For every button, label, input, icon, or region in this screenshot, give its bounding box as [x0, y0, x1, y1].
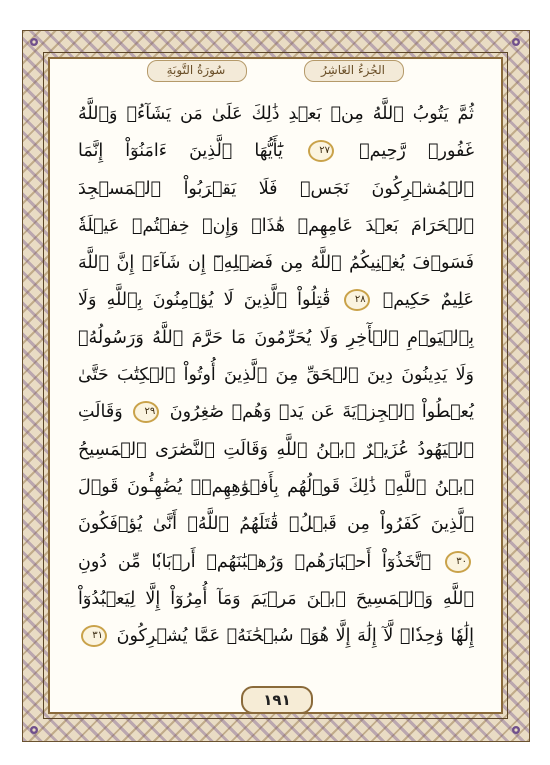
- corner-flower-icon: [509, 35, 523, 49]
- verse-text: قَٰتِلُواْ ٱلَّذِينَ لَا يُؤۡمِنُونَ بِٱللَّهِ وَلَا بِٱلۡيَوۡمِ ٱلۡأٓخِرِ وَلَا يُحَرِّمُونَ مَا حَرَّمَ ٱللَّهُ وَرَسُولُهُۥ وَلَا يَدِينُونَ دِينَ ٱلۡحَقِّ مِنَ ٱلَّذِينَ أُوتُواْ ٱلۡكِتَٰبَ حَتَّىٰ يُعۡطُواْ ٱلۡجِزۡيَةَ عَن يَدٖ وَهُمۡ صَٰغِرُونَ: [78, 290, 474, 423]
- verses-block: [78, 96, 474, 655]
- juz-title: الجُزءُ العَاشِرُ: [321, 63, 385, 77]
- surah-title: سُورَةُ التَّوبَةِ: [166, 63, 226, 77]
- ayah-number-marker: ٢٨: [344, 289, 370, 311]
- verse-text: ٱتَّخَذُوٓاْ أَحۡبَارَهُمۡ وَرُهۡبَٰنَهُمۡ أَرۡبَابٗا مِّن دُونِ ٱللَّهِ وَٱلۡمَسِيحَ ٱبۡنَ مَرۡيَمَ وَمَآ أُمِرُوٓاْ إِلَّا لِيَعۡبُدُوٓاْ إِلَٰهٗا وَٰحِدٗاۖ لَّآ إِلَٰهَ إِلَّا هُوَۚ سُبۡحَٰنَهُۥ عَمَّا يُشۡرِكُونَ: [78, 551, 474, 647]
- corner-flower-icon: [509, 723, 523, 737]
- corner-flower-icon: [27, 723, 41, 737]
- verse-text: ثُمَّ يَتُوبُ ٱللَّهُ مِنۢ بَعۡدِ ذَٰلِكَ عَلَىٰ مَن يَشَآءُۗ وَٱللَّهُ غَفُورٞ رَّحِيمٞ: [78, 104, 474, 162]
- ayah-number-marker: ٣٠: [445, 551, 471, 573]
- corner-flower-icon: [27, 35, 41, 49]
- ayah-number-marker: ٢٩: [133, 401, 159, 423]
- ayah-number-marker: ٣١: [81, 625, 107, 647]
- ayah-number-marker: ٢٧: [308, 140, 334, 162]
- verse-text: وَقَالَتِ ٱلۡيَهُودُ عُزَيۡرٌ ٱبۡنُ ٱللَّهِ وَقَالَتِ ٱلنَّصَٰرَى ٱلۡمَسِيحُ ٱبۡنُ ٱللَّهِۖ ذَٰلِكَ قَوۡلُهُم بِأَفۡوَٰهِهِمۡۖ يُضَٰهِـُٔونَ قَوۡلَ ٱلَّذِينَ كَفَرُواْ مِن قَبۡلُۚ قَٰتَلَهُمُ ٱللَّهُۖ أَنَّىٰ يُؤۡفَكُونَ: [78, 402, 474, 535]
- verse-text: يَٰٓأَيُّهَا ٱلَّذِينَ ءَامَنُوٓاْ إِنَّمَا ٱلۡمُشۡرِكُونَ نَجَسٞ فَلَا يَقۡرَبُواْ ٱلۡمَسۡجِدَ ٱلۡحَرَامَ بَعۡدَ عَامِهِمۡ هَٰذَاۚ وَإِنۡ خِفۡتُمۡ عَيۡلَةٗ فَسَوۡفَ يُغۡنِيكُمُ ٱللَّهُ مِن فَضۡلِهِۦٓ إِن شَآءَۚ إِنَّ ٱللَّهَ عَلِيمٌ حَكِيمٞ: [78, 141, 474, 311]
- page-number: ١٩١: [241, 686, 313, 714]
